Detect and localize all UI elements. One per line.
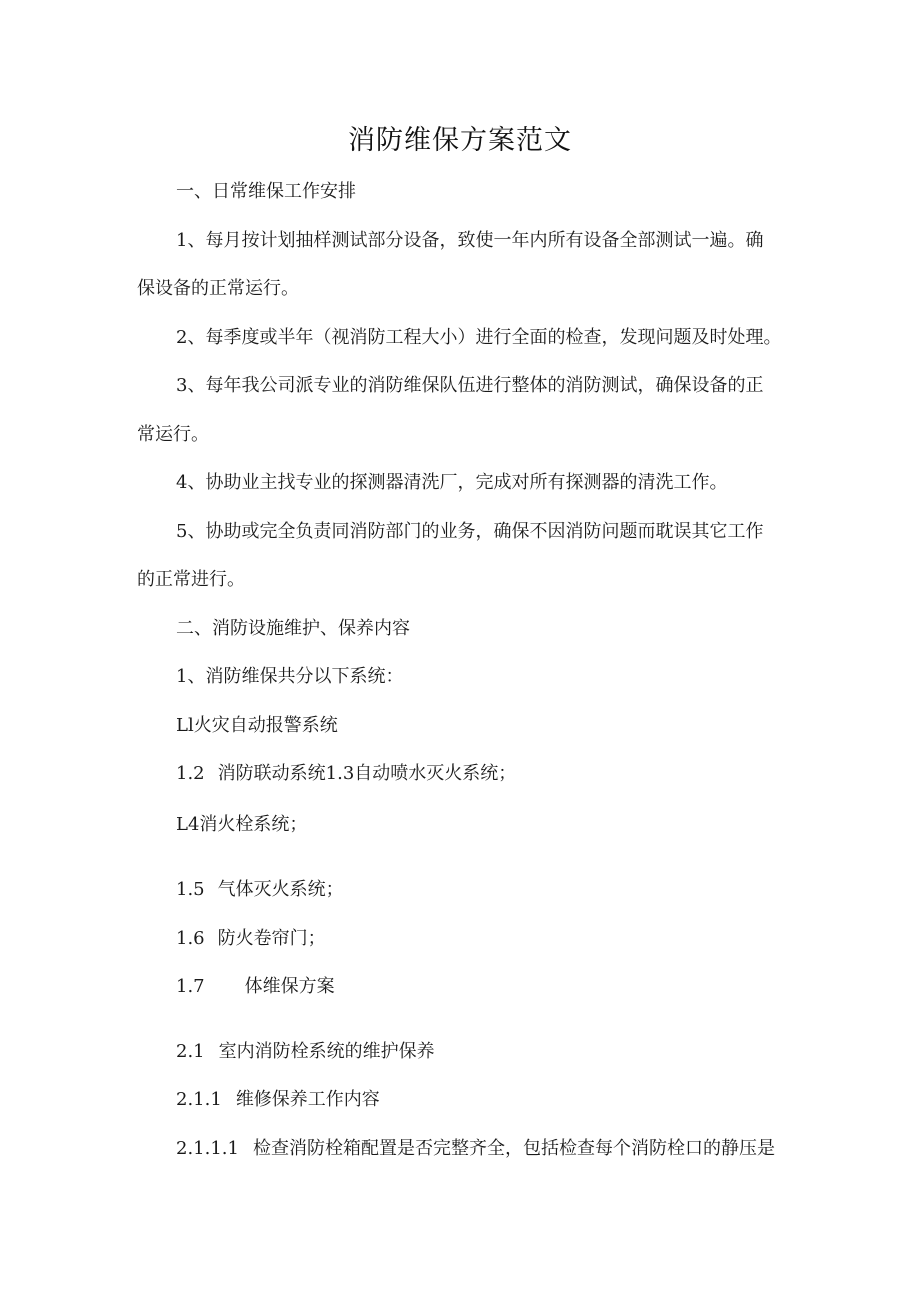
item1-line2: 保设备的正常运行。 bbox=[137, 278, 299, 299]
section-2-1-1-1-text: 检查消防栓箱配置是否完整齐全，包括检查每个消防栓口的静压是 bbox=[252, 1138, 775, 1159]
section-2-1-1-1-number: 2.1.1.1 bbox=[176, 1138, 239, 1159]
item4-line1: 4、协助业主找专业的探测器清洗厂，完成对所有探测器的清洗工作。 bbox=[176, 472, 728, 493]
section-2-1-text: 室内消防栓系统的维护保养 bbox=[218, 1041, 435, 1062]
item3-line1: 3、每年我公司派专业的消防维保队伍进行整体的消防测试，确保设备的正 bbox=[176, 375, 764, 396]
system-1-2 bbox=[176, 762, 516, 786]
system-1-6-number: 1.6 bbox=[176, 928, 205, 949]
section-2-1-1-text: 维修保养工作内容 bbox=[235, 1089, 380, 1110]
system-1-2-text: 消防联动系统1.3自动喷水灭火系统； bbox=[217, 763, 517, 784]
system-1-4: L4消火栓系统； bbox=[176, 814, 308, 835]
system-1-5-text: 气体灭火系统； bbox=[217, 879, 344, 900]
section2-heading: 二、消防设施维护、保养内容 bbox=[176, 618, 410, 639]
system-1-7 bbox=[176, 975, 335, 999]
item5-line1: 5、协助或完全负责同消防部门的业务，确保不因消防问题而耽误其它工作 bbox=[176, 521, 764, 542]
section1-heading: 一、日常维保工作安排 bbox=[176, 181, 356, 202]
section-2-1-1 bbox=[176, 1088, 380, 1112]
system-1-5-number: 1.5 bbox=[176, 879, 205, 900]
system-1-1: Ll火灾自动报警系统 bbox=[176, 715, 338, 736]
system-1-7-text: 体维保方案 bbox=[244, 976, 335, 997]
section-2-1-1-number: 2.1.1 bbox=[176, 1089, 222, 1110]
system-1-2-number: 1.2 bbox=[176, 763, 205, 784]
document-title: 消防维保方案范文 bbox=[348, 125, 572, 156]
item1-line1: 1、每月按计划抽样测试部分设备，致使一年内所有设备全部测试一遍。确 bbox=[176, 230, 764, 251]
section-2-1-1-1 bbox=[176, 1137, 775, 1161]
item5-line2: 的正常进行。 bbox=[137, 569, 245, 590]
system-1-6 bbox=[176, 927, 326, 951]
item3-line2: 常运行。 bbox=[137, 424, 209, 445]
system-1-6-text: 防火卷帘门； bbox=[217, 928, 326, 949]
item2-line1: 2、每季度或半年（视消防工程大小）进行全面的检查，发现问题及时处理。 bbox=[176, 327, 782, 348]
system-1-7-number: 1.7 bbox=[176, 976, 205, 997]
subsection-1: 1、消防维保共分以下系统： bbox=[176, 666, 404, 687]
section-2-1 bbox=[176, 1040, 435, 1064]
system-1-5 bbox=[176, 878, 344, 902]
section-2-1-number: 2.1 bbox=[176, 1041, 205, 1062]
